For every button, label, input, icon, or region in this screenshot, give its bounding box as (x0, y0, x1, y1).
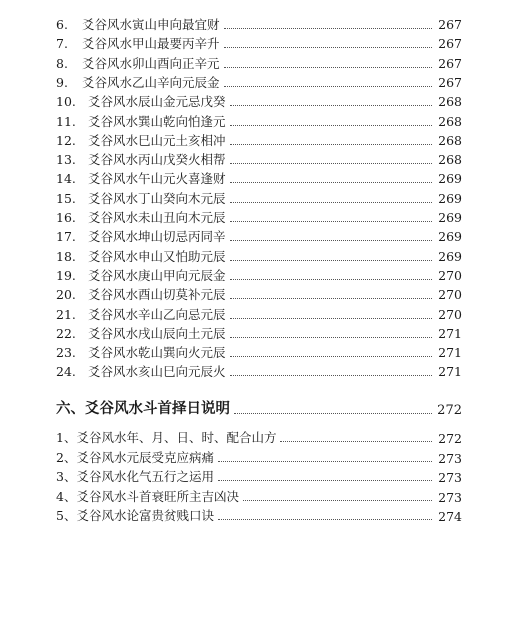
entry-page: 267 (438, 55, 462, 71)
leader-dots (230, 124, 432, 126)
toc-sub-entry (56, 466, 462, 485)
entry-page: 270 (438, 267, 462, 283)
section-title: 六、爻谷风水斗首择日说明 (56, 400, 230, 417)
toc-entry (56, 361, 462, 380)
entry-title: 爻谷风水辰山金元忌戊癸 (88, 94, 226, 110)
leader-dots (280, 440, 432, 442)
entry-page: 267 (438, 74, 462, 90)
toc-sub-entry (56, 505, 462, 524)
toc-entry (56, 265, 462, 284)
entry-page: 268 (438, 113, 462, 129)
sub-entry-title: 1、爻谷风水年、月、日、时、配合山方 (56, 430, 277, 445)
entry-number: 10. (56, 94, 76, 110)
entry-title: 爻谷风水甲山最要丙辛升 (82, 36, 220, 52)
leader-dots (230, 239, 432, 241)
leader-dots (224, 46, 432, 48)
entry-number: 12. (56, 132, 76, 148)
leader-dots (230, 220, 432, 222)
leader-dots (234, 412, 432, 414)
toc-entry (56, 188, 462, 207)
entry-number: 16. (56, 210, 76, 225)
entry-title: 爻谷风水未山丑向木元辰 (88, 210, 226, 225)
entry-title: 爻谷风水寅山申向最宜财 (82, 17, 220, 32)
toc-entry (56, 91, 462, 110)
leader-dots (230, 259, 432, 261)
entry-number: 24. (56, 364, 76, 380)
toc-entry (56, 342, 462, 361)
entry-page: 268 (438, 152, 462, 168)
entry-page: 269 (438, 190, 462, 206)
leader-dots (218, 479, 432, 481)
entry-title: 爻谷风水巳山元土亥相冲 (88, 132, 226, 148)
entry-number: 11. (56, 113, 76, 129)
entry-page: 271 (438, 364, 462, 380)
entry-number: 6. (56, 17, 68, 32)
entry-number: 21. (56, 306, 76, 322)
sub-entry-title: 3、爻谷风水化气五行之运用 (56, 469, 214, 484)
entry-page: 269 (438, 210, 462, 225)
entry-number: 17. (56, 229, 76, 245)
leader-dots (230, 181, 432, 183)
toc-entry (56, 149, 462, 168)
leader-dots (230, 104, 432, 106)
leader-dots (218, 518, 432, 520)
sub-entry-page: 273 (438, 470, 462, 485)
entry-title: 爻谷风水辛山乙向忌元辰 (88, 306, 226, 322)
sub-entry-page: 273 (438, 450, 462, 466)
entry-number: 9. (56, 74, 68, 90)
leader-dots (230, 355, 432, 357)
entry-number: 8. (56, 55, 68, 71)
entry-title: 爻谷风水丁山癸向木元辰 (88, 190, 226, 206)
leader-dots (224, 85, 432, 87)
entry-number: 13. (56, 152, 76, 168)
entry-title: 爻谷风水申山又怕助元辰 (88, 248, 226, 264)
leader-dots (230, 143, 432, 145)
entry-title: 爻谷风水酉山切莫补元辰 (88, 287, 226, 303)
toc-sub-entry (56, 427, 462, 446)
toc-entry (56, 207, 462, 226)
sub-entry-title: 5、爻谷风水论富贵贫贱口诀 (56, 508, 214, 523)
entry-page: 269 (438, 248, 462, 264)
entry-title: 爻谷风水卯山酉向正辛元 (82, 55, 220, 71)
entry-title: 爻谷风水乾山巽向火元辰 (88, 345, 226, 361)
section-heading (56, 396, 462, 418)
leader-dots (230, 374, 432, 376)
entry-page: 268 (438, 94, 462, 110)
entry-page: 270 (438, 287, 462, 303)
entry-number: 19. (56, 267, 76, 283)
entry-title: 爻谷风水巽山乾向怕逢元 (88, 113, 226, 129)
toc-entry (56, 246, 462, 265)
toc-entry (56, 53, 462, 72)
entry-number: 15. (56, 190, 76, 206)
toc-sub-entry (56, 486, 462, 505)
toc-entry (56, 304, 462, 323)
entry-page: 267 (438, 36, 462, 52)
leader-dots (243, 499, 432, 501)
leader-dots (230, 317, 432, 319)
toc-entry (56, 226, 462, 245)
toc-entry (56, 323, 462, 342)
entry-title: 爻谷风水乙山辛向元辰金 (82, 74, 220, 90)
leader-dots (230, 278, 432, 280)
sub-entry-page: 274 (438, 509, 462, 524)
entry-page: 271 (438, 345, 462, 361)
entry-number: 23. (56, 345, 76, 361)
entry-number: 20. (56, 287, 76, 303)
leader-dots (230, 162, 432, 164)
entry-title: 爻谷风水坤山切忌丙同辛 (88, 229, 226, 245)
entry-page: 267 (438, 17, 462, 32)
leader-dots (224, 27, 432, 29)
sub-entry-page: 273 (438, 489, 462, 505)
entry-title: 爻谷风水午山元火喜逢财 (88, 171, 226, 187)
entry-title: 爻谷风水戌山辰向土元辰 (88, 325, 226, 341)
leader-dots (230, 336, 432, 338)
toc-entry (56, 284, 462, 303)
toc-sub-entry (56, 447, 462, 466)
leader-dots (218, 460, 432, 462)
entry-title: 爻谷风水丙山戊癸火相帮 (88, 152, 226, 168)
toc-entry (56, 111, 462, 130)
toc-entry (56, 33, 462, 52)
entry-title: 爻谷风水庚山甲向元辰金 (88, 267, 226, 283)
toc-entry (56, 168, 462, 187)
sub-entry-title: 4、爻谷风水斗首衰旺所主吉凶决 (56, 488, 239, 504)
sub-entry-title: 2、爻谷风水元辰受克应病痛 (56, 449, 214, 465)
leader-dots (230, 297, 432, 299)
entry-number: 7. (56, 36, 68, 52)
entry-title: 爻谷风水亥山巳向元辰火 (88, 364, 226, 380)
section-page: 272 (437, 403, 462, 418)
leader-dots (224, 66, 432, 68)
entry-page: 271 (438, 325, 462, 341)
toc-entry (56, 130, 462, 149)
entry-page: 269 (438, 171, 462, 187)
toc-entry (56, 72, 462, 91)
sub-entry-page: 272 (438, 431, 462, 446)
entry-number: 22. (56, 325, 76, 341)
entry-number: 18. (56, 248, 76, 264)
entry-page: 269 (438, 229, 462, 245)
toc-entry (56, 14, 462, 33)
entry-number: 14. (56, 171, 76, 187)
entry-page: 270 (438, 306, 462, 322)
entry-page: 268 (438, 132, 462, 148)
leader-dots (230, 201, 432, 203)
